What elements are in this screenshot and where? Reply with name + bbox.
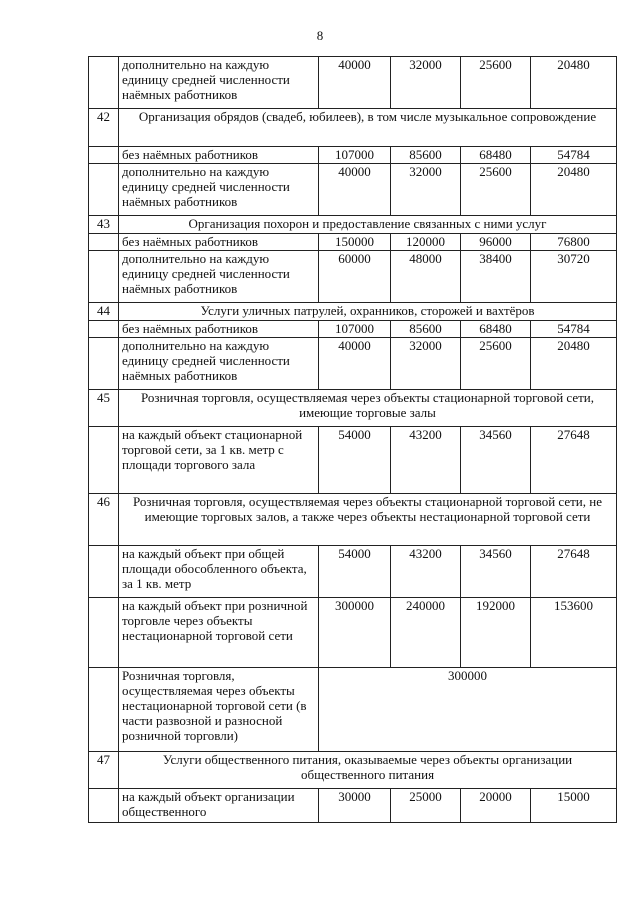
section-title-cell: Розничная торговля, осуществляемая через объекты стационарной торговой сети, имеющие торговые залы bbox=[119, 390, 617, 427]
value-cell: 107000 bbox=[319, 321, 391, 338]
description-cell: Розничная торговля, осуществляемая через объекты нестационарной торговой сети (в части развозной и разносной розничной торговли) bbox=[119, 668, 319, 752]
table-row bbox=[89, 427, 617, 494]
value-cell: 300000 bbox=[319, 598, 391, 668]
value-cell: 20480 bbox=[531, 57, 617, 109]
row-number-cell bbox=[89, 546, 119, 598]
row-number-cell: 44 bbox=[89, 303, 119, 321]
value-cell: 40000 bbox=[319, 164, 391, 216]
description-cell: без наёмных работников bbox=[119, 234, 319, 251]
value-cell: 107000 bbox=[319, 147, 391, 164]
description-cell: без наёмных работников bbox=[119, 147, 319, 164]
value-cell: 68480 bbox=[461, 321, 531, 338]
table-row bbox=[89, 57, 617, 109]
section-header-row bbox=[89, 390, 617, 427]
section-title-cell: Организация похорон и предоставление связанных с ними услуг bbox=[119, 216, 617, 234]
table-row bbox=[89, 789, 617, 823]
section-title-cell: Услуги общественного питания, оказываемые через объекты организации общественного питания bbox=[119, 752, 617, 789]
row-number-cell bbox=[89, 598, 119, 668]
tariff-table bbox=[88, 56, 617, 823]
table-row bbox=[89, 164, 617, 216]
value-cell: 54000 bbox=[319, 427, 391, 494]
value-cell: 68480 bbox=[461, 147, 531, 164]
value-cell: 54784 bbox=[531, 147, 617, 164]
value-cell: 32000 bbox=[391, 338, 461, 390]
value-cell: 120000 bbox=[391, 234, 461, 251]
section-title-cell: Организация обрядов (свадеб, юбилеев), в том числе музыкальное сопровождение bbox=[119, 109, 617, 147]
value-cell: 32000 bbox=[391, 164, 461, 216]
value-cell: 54000 bbox=[319, 546, 391, 598]
value-cell: 30000 bbox=[319, 789, 391, 823]
description-cell: дополнительно на каждую единицу средней численности наёмных работников bbox=[119, 338, 319, 390]
description-cell: на каждый объект организации общественного bbox=[119, 789, 319, 823]
value-cell: 48000 bbox=[391, 251, 461, 303]
description-cell: на каждый объект при розничной торговле через объекты нестационарной торговой сети bbox=[119, 598, 319, 668]
table-row bbox=[89, 321, 617, 338]
description-cell: на каждый объект стационарной торговой сети, за 1 кв. метр с площади торгового зала bbox=[119, 427, 319, 494]
description-cell: без наёмных работников bbox=[119, 321, 319, 338]
value-cell: 76800 bbox=[531, 234, 617, 251]
value-cell: 27648 bbox=[531, 427, 617, 494]
section-title-cell: Услуги уличных патрулей, охранников, сторожей и вахтёров bbox=[119, 303, 617, 321]
value-cell: 20480 bbox=[531, 164, 617, 216]
value-cell: 85600 bbox=[391, 321, 461, 338]
value-cell: 43200 bbox=[391, 427, 461, 494]
table-row bbox=[89, 338, 617, 390]
table-row bbox=[89, 234, 617, 251]
row-number-cell: 46 bbox=[89, 494, 119, 546]
row-number-cell: 43 bbox=[89, 216, 119, 234]
row-number-cell bbox=[89, 147, 119, 164]
value-cell: 153600 bbox=[531, 598, 617, 668]
value-cell: 20480 bbox=[531, 338, 617, 390]
row-number-cell bbox=[89, 321, 119, 338]
row-number-cell: 45 bbox=[89, 390, 119, 427]
section-header-row bbox=[89, 109, 617, 147]
value-cell: 25600 bbox=[461, 57, 531, 109]
value-cell: 34560 bbox=[461, 427, 531, 494]
value-cell: 15000 bbox=[531, 789, 617, 823]
value-cell: 25000 bbox=[391, 789, 461, 823]
section-header-row bbox=[89, 216, 617, 234]
table-row bbox=[89, 598, 617, 668]
table-row bbox=[89, 668, 617, 752]
section-header-row bbox=[89, 494, 617, 546]
value-cell: 25600 bbox=[461, 338, 531, 390]
description-cell: дополнительно на каждую единицу средней численности наёмных работников bbox=[119, 251, 319, 303]
section-header-row bbox=[89, 752, 617, 789]
row-number-cell bbox=[89, 234, 119, 251]
value-cell: 60000 bbox=[319, 251, 391, 303]
value-cell: 40000 bbox=[319, 57, 391, 109]
row-number-cell bbox=[89, 57, 119, 109]
value-cell: 150000 bbox=[319, 234, 391, 251]
page-number: 8 bbox=[316, 28, 324, 43]
value-cell: 54784 bbox=[531, 321, 617, 338]
merged-value-cell: 300000 bbox=[319, 668, 617, 752]
row-number-cell bbox=[89, 338, 119, 390]
row-number-cell: 42 bbox=[89, 109, 119, 147]
value-cell: 27648 bbox=[531, 546, 617, 598]
row-number-cell bbox=[89, 668, 119, 752]
value-cell: 30720 bbox=[531, 251, 617, 303]
value-cell: 34560 bbox=[461, 546, 531, 598]
value-cell: 20000 bbox=[461, 789, 531, 823]
description-cell: на каждый объект при общей площади обособленного объекта, за 1 кв. метр bbox=[119, 546, 319, 598]
section-title-cell: Розничная торговля, осуществляемая через объекты стационарной торговой сети, не имеющие торговых залов, а также через объекты нестационарной торговой сети bbox=[119, 494, 617, 546]
value-cell: 240000 bbox=[391, 598, 461, 668]
value-cell: 192000 bbox=[461, 598, 531, 668]
row-number-cell bbox=[89, 427, 119, 494]
table-row bbox=[89, 546, 617, 598]
row-number-cell: 47 bbox=[89, 752, 119, 789]
value-cell: 25600 bbox=[461, 164, 531, 216]
value-cell: 40000 bbox=[319, 338, 391, 390]
section-header-row bbox=[89, 303, 617, 321]
description-cell: дополнительно на каждую единицу средней численности наёмных работников bbox=[119, 57, 319, 109]
table-row bbox=[89, 251, 617, 303]
row-number-cell bbox=[89, 251, 119, 303]
description-cell: дополнительно на каждую единицу средней численности наёмных работников bbox=[119, 164, 319, 216]
value-cell: 96000 bbox=[461, 234, 531, 251]
value-cell: 43200 bbox=[391, 546, 461, 598]
table-row bbox=[89, 147, 617, 164]
row-number-cell bbox=[89, 164, 119, 216]
value-cell: 32000 bbox=[391, 57, 461, 109]
row-number-cell bbox=[89, 789, 119, 823]
value-cell: 38400 bbox=[461, 251, 531, 303]
value-cell: 85600 bbox=[391, 147, 461, 164]
